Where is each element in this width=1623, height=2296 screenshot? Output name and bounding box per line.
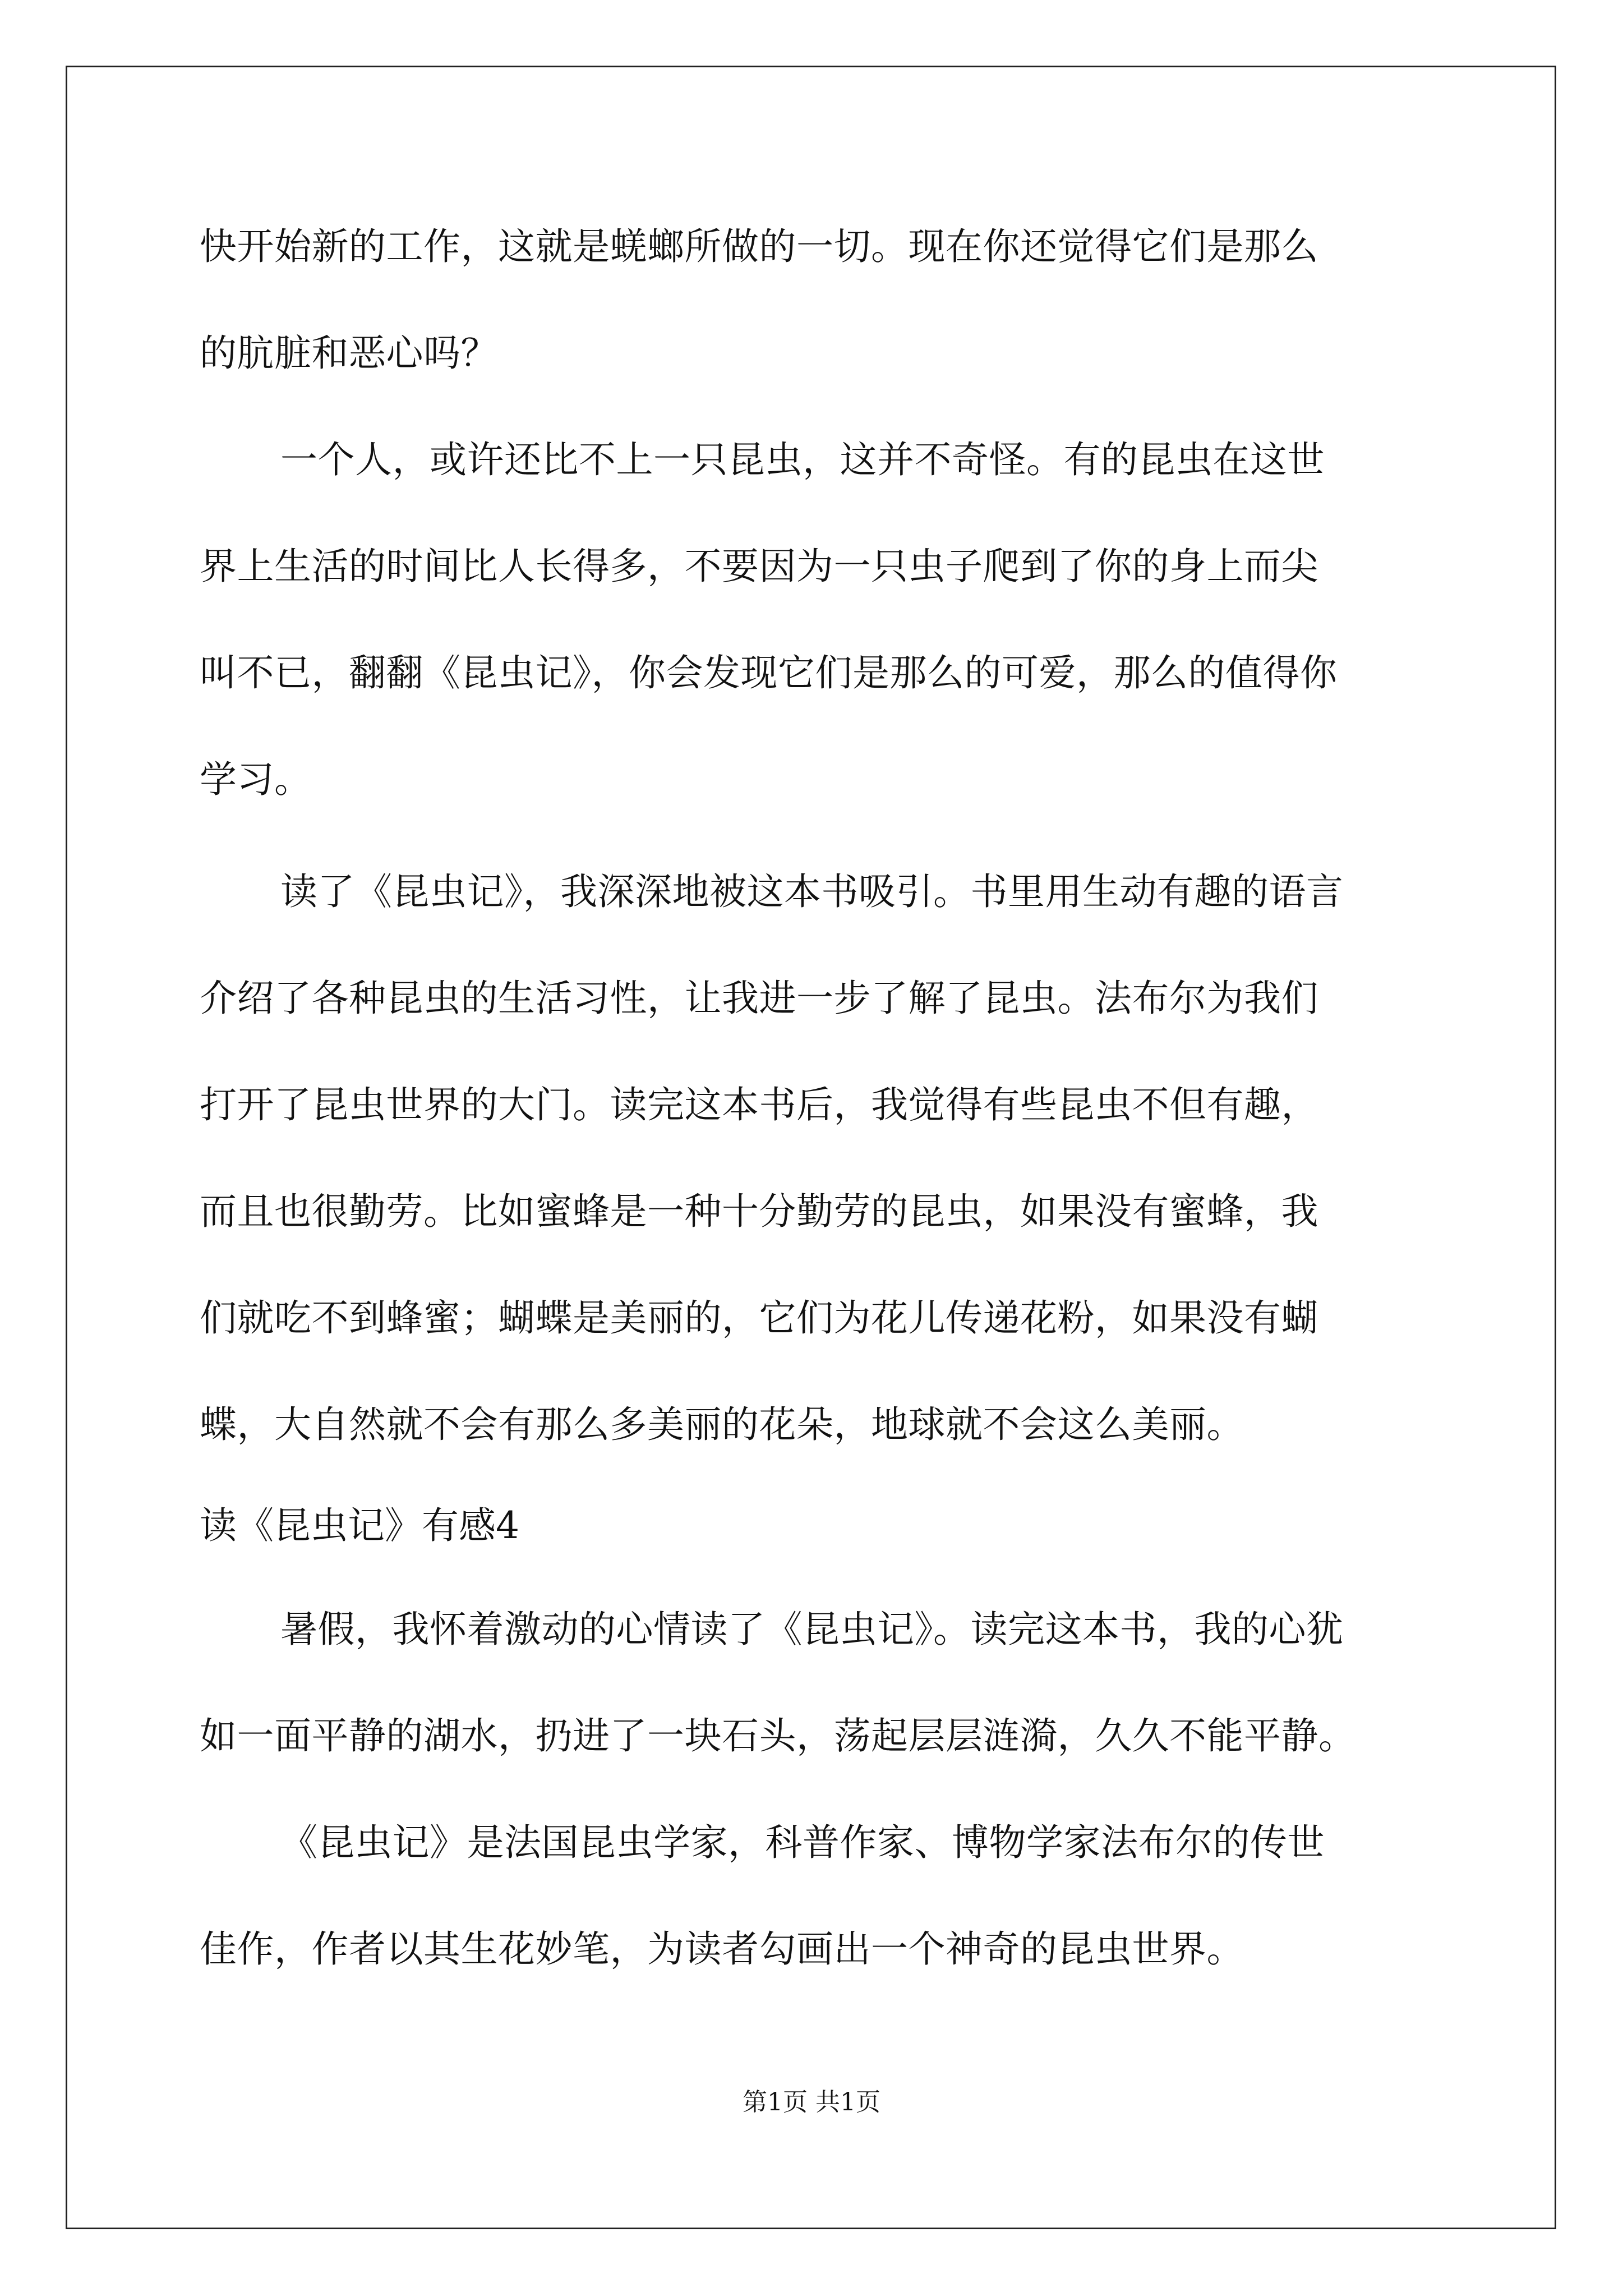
page-border [66,66,1556,2229]
paragraph-line: 暑假，我怀着激动的心情读了《昆虫记》。读完这本书，我的心犹 [280,1608,1344,1651]
paragraph-line: 学习。 [200,758,312,801]
paragraph-line: 《昆虫记》是法国昆虫学家，科普作家、博物学家法布尔的传世 [280,1821,1325,1864]
paragraph-line: 介绍了各种昆虫的生活习性，让我进一步了解了昆虫。法布尔为我们 [200,977,1318,1020]
paragraph-line: 快开始新的工作，这就是蜣螂所做的一切。现在你还觉得它们是那么 [200,225,1318,268]
paragraph-line: 们就吃不到蜂蜜；蝴蝶是美丽的，它们为花儿传递花粉，如果没有蝴 [200,1296,1318,1340]
paragraph-line: 如一面平静的湖水，扔进了一块石头，荡起层层涟漪，久久不能平静。 [200,1714,1356,1757]
section-heading: 读《昆虫记》有感4 [200,1504,519,1547]
paragraph-line: 打开了昆虫世界的大门。读完这本书后，我觉得有些昆虫不但有趣， [200,1083,1318,1126]
page-footer: 第1页 共1页 [743,2088,880,2116]
paragraph-line: 一个人，或许还比不上一只昆虫，这并不奇怪。有的昆虫在这世 [280,438,1325,481]
paragraph-line: 而且也很勤劳。比如蜜蜂是一种十分勤劳的昆虫，如果没有蜜蜂，我 [200,1190,1318,1233]
paragraph-line: 界上生活的时间比人长得多，不要因为一只虫子爬到了你的身上而尖 [200,545,1318,588]
paragraph-line: 叫不已，翻翻《昆虫记》，你会发现它们是那么的可爱，那么的值得你 [200,651,1338,694]
paragraph-line: 蝶，大自然就不会有那么多美丽的花朵，地球就不会这么美丽。 [200,1403,1244,1446]
paragraph-line: 读了《昆虫记》，我深深地被这本书吸引。书里用生动有趣的语言 [280,870,1344,913]
paragraph-line: 的肮脏和恶心吗？ [200,332,498,375]
paragraph-line: 佳作，作者以其生花妙笔，为读者勾画出一个神奇的昆虫世界。 [200,1927,1244,1971]
